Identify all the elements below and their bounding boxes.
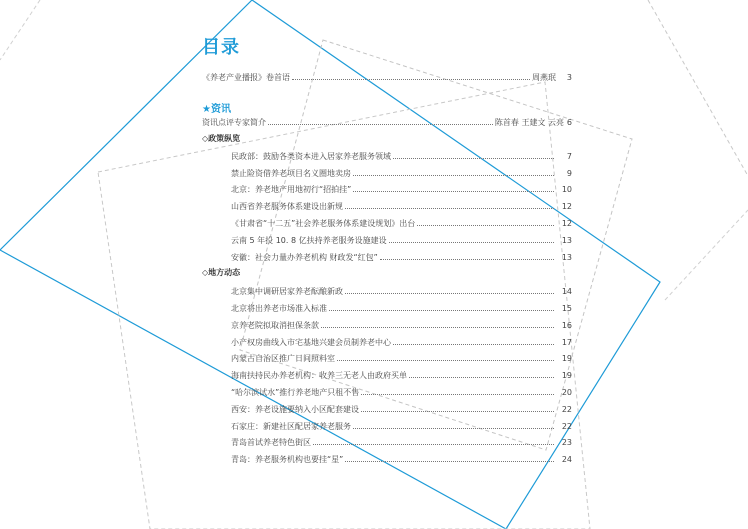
dashed-line-2 (0, 0, 40, 60)
toc-entry-page: 13 (561, 253, 572, 262)
toc-entry-page: 10 (561, 185, 572, 194)
toc-entry-text: 石家庄：新建社区配居家养老服务 (231, 422, 351, 431)
star-icon: ★ (202, 104, 211, 115)
toc-entry-page: 9 (566, 169, 572, 178)
toc-entry-text: 《甘肃省“十二五”社会养老服务体系建设规划》出台 (231, 219, 416, 228)
toc-entry-text: 内蒙古自治区推广日间照料室 (231, 354, 335, 363)
leader-dots (321, 327, 554, 328)
toc-entry-page: 13 (561, 236, 572, 245)
subsection-label: 地方动态 (208, 268, 241, 277)
toc-entry-text: 云南 5 年投 10. 8 亿扶持养老服务设施建设 (231, 236, 387, 245)
toc-entry[interactable] (231, 218, 572, 229)
toc-entry[interactable] (231, 168, 572, 179)
diamond-icon: ◇ (202, 134, 209, 143)
leader-dots (313, 444, 554, 445)
toc-entry-text: 山西省养老服务体系建设出新规 (231, 202, 343, 211)
toc-entry-page: 14 (561, 287, 572, 296)
subsection-label: 政策纵览 (208, 134, 241, 143)
leader-dots (345, 208, 554, 209)
toc-entry-page: 15 (561, 304, 572, 313)
toc-entry[interactable] (231, 370, 572, 381)
leader-dots (393, 344, 554, 345)
toc-entry[interactable] (231, 151, 572, 162)
toc-entry[interactable] (231, 252, 572, 263)
leader-dots (337, 360, 554, 361)
toc-entry-page: 6 (566, 118, 572, 127)
toc-entry-page: 17 (561, 338, 572, 347)
toc-entry-text: 北京集中调研居家养老酝酿新政 (231, 287, 343, 296)
leader-dots (389, 242, 554, 243)
toc-entry-page: 16 (561, 321, 572, 330)
toc-entry-text: 禁止险资借养老项目名义圈地卖房 (231, 169, 351, 178)
toc-entry[interactable] (231, 454, 572, 465)
toc-entry-page: 3 (566, 73, 572, 82)
toc-entry[interactable] (231, 235, 572, 246)
toc-entry-page: 20 (561, 388, 572, 397)
toc-entry-text: 安徽：社会力量办养老机构 财政发“红包” (231, 253, 378, 262)
leader-dots (409, 377, 554, 378)
toc-entry[interactable] (231, 320, 572, 331)
subsection-heading-policy (202, 133, 240, 144)
leader-dots (353, 428, 554, 429)
toc-entry-page: 7 (566, 152, 572, 161)
leader-dots (268, 124, 493, 125)
toc-entry-page: 23 (561, 438, 572, 447)
toc-entry-text: “哈尔滨试水”推行养老地产只租不售 (231, 388, 360, 397)
subsection-heading-local (202, 267, 240, 278)
toc-entry[interactable] (231, 337, 572, 348)
toc-entry-page: 22 (561, 422, 572, 431)
toc-entry-text: 《养老产业播报》卷首语 (202, 73, 290, 82)
toc-entry-text: 资讯点评专家简介 (202, 118, 266, 127)
toc-entry[interactable] (231, 201, 572, 212)
section-label: 资讯 (210, 104, 231, 115)
leader-dots (353, 175, 554, 176)
leader-dots (417, 225, 554, 226)
page-title: 目录 (202, 37, 240, 58)
toc-entry[interactable] (231, 184, 572, 195)
toc-entry[interactable] (231, 437, 572, 448)
toc-entry-author: 周燕珉 (532, 73, 556, 82)
toc-entry-text: 青岛：养老服务机构也要挂“星” (231, 455, 344, 464)
toc-entry[interactable] (231, 353, 572, 364)
toc-entry[interactable] (231, 387, 572, 398)
toc-entry[interactable] (231, 286, 572, 297)
toc-entry-page: 12 (561, 219, 572, 228)
leader-dots (361, 394, 554, 395)
leader-dots (345, 461, 554, 462)
leader-dots (393, 158, 554, 159)
toc-entry-text: 民政部：鼓励各类资本进入居家养老服务领域 (231, 152, 391, 161)
toc-entry-preface[interactable] (202, 72, 572, 83)
leader-dots (353, 191, 554, 192)
toc-entry[interactable] (231, 421, 572, 432)
leader-dots (329, 310, 554, 311)
toc-entry[interactable] (231, 303, 572, 314)
toc-entry-text: 青岛首试养老特色街区 (231, 438, 311, 447)
diamond-icon: ◇ (202, 268, 209, 277)
toc-entry-text: 小产权房曲线入市宅基地兴建会员制养老中心 (231, 338, 391, 347)
dashed-line-3 (665, 210, 748, 300)
leader-dots (361, 411, 554, 412)
toc-entry-text: 京养老院拟取消担保条款 (231, 321, 319, 330)
toc-entry-page: 22 (561, 405, 572, 414)
toc-entry-text: 北京将出养老市场准入标准 (231, 304, 327, 313)
section-heading (202, 100, 231, 115)
leader-dots (380, 259, 554, 260)
toc-entry[interactable] (231, 404, 572, 415)
toc-entry-text: 海南扶持民办养老机构：收养三无老人由政府买单 (231, 371, 407, 380)
toc-entry-page: 12 (561, 202, 572, 211)
toc-entry-author: 陈首春 王建文 云亮 (494, 118, 564, 127)
toc-entry-page: 19 (561, 371, 572, 380)
leader-dots (345, 293, 554, 294)
toc-entry-page: 19 (561, 354, 572, 363)
dashed-line-1 (648, 0, 748, 176)
toc-entry-page: 24 (561, 455, 572, 464)
toc-entry-text: 北京：养老地产用地初行“招拍挂” (231, 185, 352, 194)
toc-entry-text: 西安：养老设施要纳入小区配套建设 (231, 405, 359, 414)
toc-entry-experts[interactable] (202, 117, 572, 128)
leader-dots (292, 79, 530, 80)
